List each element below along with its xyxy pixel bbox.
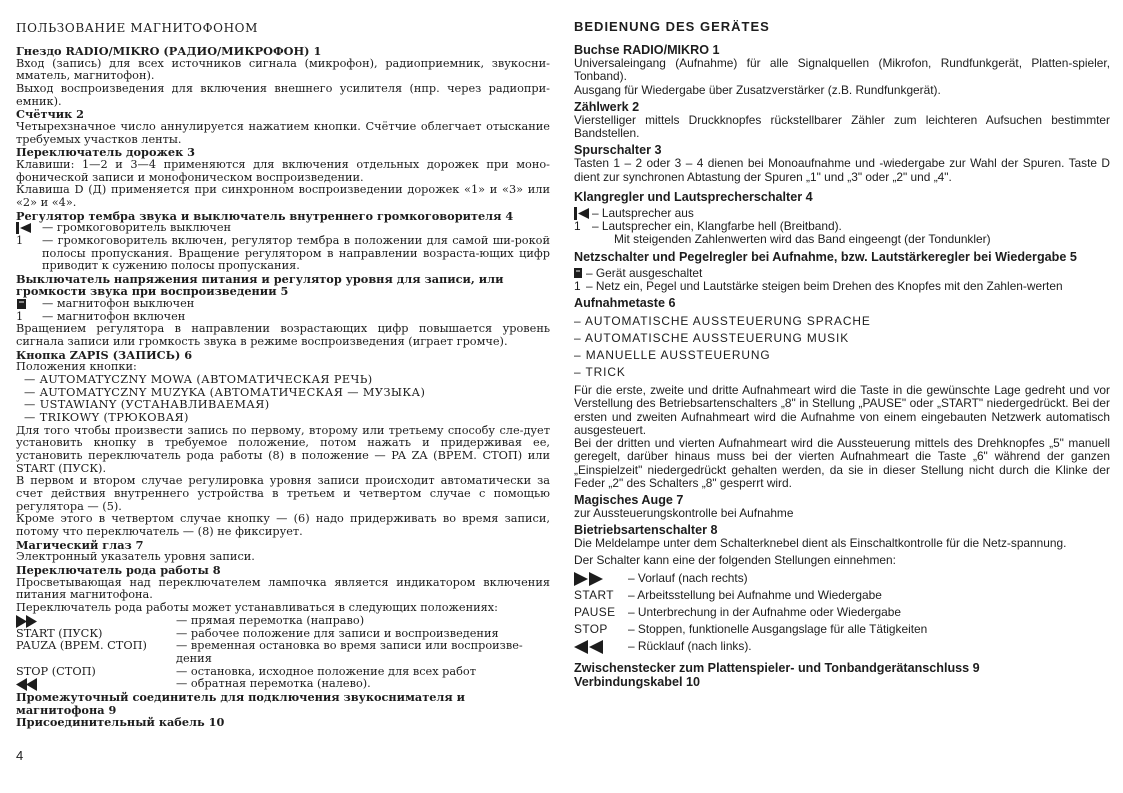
ru-mode-heading: Переключатель рода работы 8 <box>16 562 221 577</box>
off-block-icon <box>16 298 42 311</box>
ru-adapter-heading: Промежуточный соединитель для подключения звукоснимателя и магнитофона 9 <box>16 690 466 717</box>
off-block-icon <box>574 267 586 280</box>
ru-zapis-intro: Положения кнопки: <box>16 360 137 374</box>
de-mode-item-text: – Arbeitsstellung bei Aufnahme und Wiedergabe <box>628 587 882 602</box>
de-mode-item-text: – Unterbrechung in der Aufnahme oder Wiedergabe <box>628 604 901 619</box>
ru-counter-text: Четырехзначное число аннулируется нажатием кнопки. Счётчие облегчает отыскание требуемых участков ленты. <box>16 119 550 146</box>
ru-zapis-option: — USTAWIANY (УСТАНАВЛИВАЕМАЯ) <box>24 398 270 412</box>
ru-radio-text-1: Вход (запись) для всех источников сигнала (микрофон), радиоприемник, звукосни-мматель, магнитофон). <box>16 56 550 83</box>
ru-mode-item-text: — прямая перемотка (направо) <box>176 613 365 627</box>
ru-radio-text-2: Выход воспроизведения для включения внешнего усилителя (нпр. через радиопри-емник). <box>16 81 550 108</box>
de-mode-text-1: Die Meldelampe unter dem Schalterknebel dient als Einschaltkontrolle für die Netz-spannung. <box>574 536 1067 551</box>
ru-zapis-option: — AUTOMATYCZNY MOWA (АВТОМАТИЧЕСКАЯ РЕЧЬ) <box>24 373 373 387</box>
de-cable-heading: Verbindungskabel 10 <box>574 674 700 689</box>
ru-mode-text-2: Переключатель рода работы может устанавливаться в следующих положениях: <box>16 600 498 614</box>
de-mode-item-label: PAUSE <box>574 604 616 619</box>
de-track-text: Tasten 1 – 2 oder 3 – 4 dienen bei Monoaufnahme und -wiedergabe zur Wahl der Spuren. Taste D dient zur synchronen Abtastung der Spuren „1" und „3" oder „2" und „4". <box>574 156 1110 184</box>
ru-track-text-1: Клавиши: 1—2 и 3—4 применяются для включения отдельных дорожек при моно-фонической записи и монофоническом воспроизведении. <box>16 157 550 184</box>
ru-zapis-text-3: Кроме этого в четвертом случае кнопку — (6) надо придерживать во время записи, потому что переключатель — (8) не фиксирует. <box>16 512 550 538</box>
ru-power-item-text: — магнитофон выключен <box>42 297 195 311</box>
ru-zapis-heading: Кнопка ZAPIS (ЗАПИСЬ) 6 <box>16 347 193 362</box>
ru-eye-text: Электронный указатель уровня записи. <box>16 550 255 564</box>
ru-mode-item-text: — рабочее положение для записи и воспроизведения <box>176 626 499 640</box>
ru-zapis-text-2: В первом и втором случае регулировка уровня записи происходит автоматически за счет действия внутреннего устройства в третьем и четвертом случае с помощью регулятора — (5). <box>16 474 550 513</box>
ru-power-item <box>16 298 550 311</box>
de-mode-item-label: STOP <box>574 621 608 636</box>
ru-mode-item-text: — остановка, исходное положение для всех работ <box>176 664 476 678</box>
de-power-item <box>574 280 1110 293</box>
speaker-off-icon <box>574 207 592 220</box>
de-mode-item <box>574 638 1110 655</box>
de-rec-option: – AUTOMATISCHE AUSSTEUERUNG MUSIK <box>574 331 850 345</box>
de-mode-item <box>574 621 1110 638</box>
ru-tone-item-text: — громкоговоритель включен, регулятор тембра в положении для самой ши-рокой полосы пропускания. Вращение регулятором в направлении возраста-ющих цифр приводит к сужению полосы пропускания. <box>42 233 550 273</box>
ru-zapis-text-1: Для того чтобы произвести запись по первому, второму или третьему способу сле-дует установить кнопку в требуемое положение, потом нажать и придерживая ее, установить переключатель рода работы (8) в положение — PA ZA (ВРЕМ. СТОП) или START (ПУСК). <box>16 423 550 475</box>
de-rec-text-1: Für die erste, zweite und dritte Aufnahmeart wird die Taste in die gewünschte Lage gedreht und vor Verstellung des Betriebsartenschalters „8" in Stellung „PAUSE" oder „START" niedergedrückt. Bei der ersten und zweiten Aufnahmeart wird die Aufnahme von einem eingebauten Netzwerk automatisch ausgesteuert. <box>574 383 1110 437</box>
de-tone-item <box>574 220 1110 233</box>
de-radio-text-2: Ausgang für Wiedergabe über Zusatzverstärker (z.B. Rundfunkgerät). <box>574 82 941 97</box>
de-mode-item <box>574 570 1110 587</box>
ru-track-heading: Переключатель дорожек 3 <box>16 145 196 160</box>
de-mode-item-label: START <box>574 587 614 602</box>
ru-mode-item-label: PAUZA (ВРЕМ. СТОП) <box>16 639 147 653</box>
ru-cable-heading: Присоединительный кабель 10 <box>16 715 225 730</box>
de-power-item-text: – Netz ein, Pegel und Lautstärke steigen beim Drehen des Knopfes mit den Zahlen-werten <box>586 278 1063 293</box>
ru-mode-item-text: — временная остановка во время записи или воспроизве-дения <box>176 639 523 665</box>
de-mode-item-text: – Stoppen, funktionelle Ausgangslage für alle Tätigkeiten <box>628 621 928 636</box>
de-rec-heading: Aufnahmetaste 6 <box>574 296 676 310</box>
de-counter-text: Vierstelliger mittels Druckknopfes rückstellbarer Zähler zum leichteren Aufsuchen bestimmter Bandstellen. <box>574 112 1110 140</box>
ru-radio-heading: Гнездо RADIO/MIKRO (РАДИО/МИКРОФОН) 1 <box>16 44 322 58</box>
ru-eye-heading: Магический глаз 7 <box>16 537 144 552</box>
de-eye-text: zur Aussteuerungskontrolle bei Aufnahme <box>574 506 794 520</box>
ru-mode-text-1: Просветывающая над переключателем лампочка является индикатором включения питания магнитофона. <box>16 575 550 602</box>
de-eye-heading: Magisches Auge 7 <box>574 493 684 507</box>
de-power-heading: Netzschalter und Pegelregler bei Aufnahme, bzw. Lautstärkeregler bei Wiedergabe 5 <box>574 249 1077 264</box>
ru-mode-item <box>16 615 550 628</box>
de-power-item <box>574 267 1110 280</box>
de-rec-text-2: Bei der dritten und vierten Aufnahmeart wird die Aussteuerung mittels des Drehknopfes „5" manuell geregelt, darüber hinaus muss bei der vierten Aufnahmeart die Taste „6" während der ganzen „Einspielzeit" niedergedrückt gehalten werden, da sie in dieser Stellung nicht durch die Klinke der Feder „2" des Schalters „8" gesperrt wird. <box>574 436 1110 490</box>
de-page-title: BEDIENUNG DES GERÄTES <box>574 19 770 34</box>
de-radio-heading: Buchse RADIO/MIKRO 1 <box>574 43 720 57</box>
forward-icon <box>574 572 608 586</box>
de-counter-heading: Zählwerk 2 <box>574 99 640 114</box>
de-tone-item-text: – Lautsprecher aus <box>592 205 694 220</box>
de-tone-item <box>574 207 1110 220</box>
ru-power-heading: Выключатель напряжения питания и регулятор уровня для записи, или громкости звука при воспроизведении 5 <box>16 271 504 299</box>
rewind-icon <box>574 640 608 654</box>
ru-power-item-symbol: 1 <box>16 309 24 323</box>
ru-power-item-text: — магнитофон включен <box>42 309 186 323</box>
ru-track-text-2: Клавиша D (Д) применяется при синхронном воспроизведении дорожек «1» и «3» или «2» и «4». <box>16 183 550 209</box>
ru-tone-item <box>16 222 550 235</box>
de-mode-item-text: – Rücklauf (nach links). <box>628 638 752 653</box>
de-power-item-text: – Gerät ausgeschaltet <box>586 265 703 280</box>
ru-power-text: Вращением регулятора в направлении возрастающих цифр повышается уровень сигнала записи или громкость звука в режиме воспроизведения (играет громче). <box>16 322 550 349</box>
de-rec-option: – TRICK <box>574 365 626 379</box>
ru-zapis-option: — AUTOMATYCZNY MUZYKA (АВТОМАТИЧЕСКАЯ — МУЗЫКА) <box>24 385 426 399</box>
de-mode-item <box>574 604 1110 621</box>
de-tone-item-symbol: 1 <box>574 219 581 233</box>
forward-icon <box>16 615 38 628</box>
de-track-heading: Spurschalter 3 <box>574 143 662 158</box>
ru-mode-item <box>16 640 550 665</box>
de-mode-item <box>574 587 1110 604</box>
ru-body <box>16 45 550 729</box>
de-rec-option: – MANUELLE AUSSTEUERUNG <box>574 348 771 362</box>
ru-mode-item-text: — обратная перемотка (налево). <box>176 677 371 691</box>
de-tone-heading: Klangregler und Lautsprecherschalter 4 <box>574 189 813 204</box>
ru-mode-item-label: STOP (СТОП) <box>16 664 96 678</box>
speaker-off-icon <box>16 222 42 235</box>
de-body <box>574 43 1110 689</box>
ru-page-title: ПОЛЬЗОВАНИЕ МАГНИТОФОНОМ <box>16 21 259 35</box>
de-tone-item-text: – Lautsprecher ein, Klangfarbe hell (Breitband). <box>592 219 842 233</box>
de-adapter-heading: Zwischenstecker zum Plattenspieler- und Tonbandgerätanschluss 9 <box>574 660 980 675</box>
ru-tone-item-symbol: 1 <box>16 233 24 247</box>
de-power-item-symbol: 1 <box>574 278 581 293</box>
ru-tone-heading: Регулятор тембра звука и выключатель внутреннего громкоговорителя 4 <box>16 208 514 223</box>
page-number: 4 <box>16 748 24 763</box>
de-mode-item-text: – Vorlauf (nach rechts) <box>628 570 748 585</box>
de-rec-option: – AUTOMATISCHE AUSSTEUERUNG SPRACHE <box>574 314 871 328</box>
de-tone-text: Mit steigenden Zahlenwerten wird das Band eingeengt (der Tondunkler) <box>614 232 991 247</box>
ru-tone-item-text: — громкоговоритель выключен <box>42 221 232 235</box>
ru-tone-item <box>16 235 550 273</box>
de-radio-text-1: Universaleingang (Aufnahme) für alle Signalquellen (Mikrofon, Rundfunkgerät, Platten-spieler, Tonband). <box>574 56 1110 84</box>
de-mode-text-2: Der Schalter kann eine der folgenden Stellungen einnehmen: <box>574 552 896 567</box>
de-mode-heading: Bietriebsartenschalter 8 <box>574 523 718 538</box>
ru-counter-heading: Счётчик 2 <box>16 107 85 122</box>
ru-mode-item-label: START (ПУСК) <box>16 626 103 640</box>
ru-zapis-option: — TRIKOWY (ТРЮКОВАЯ) <box>24 411 189 425</box>
